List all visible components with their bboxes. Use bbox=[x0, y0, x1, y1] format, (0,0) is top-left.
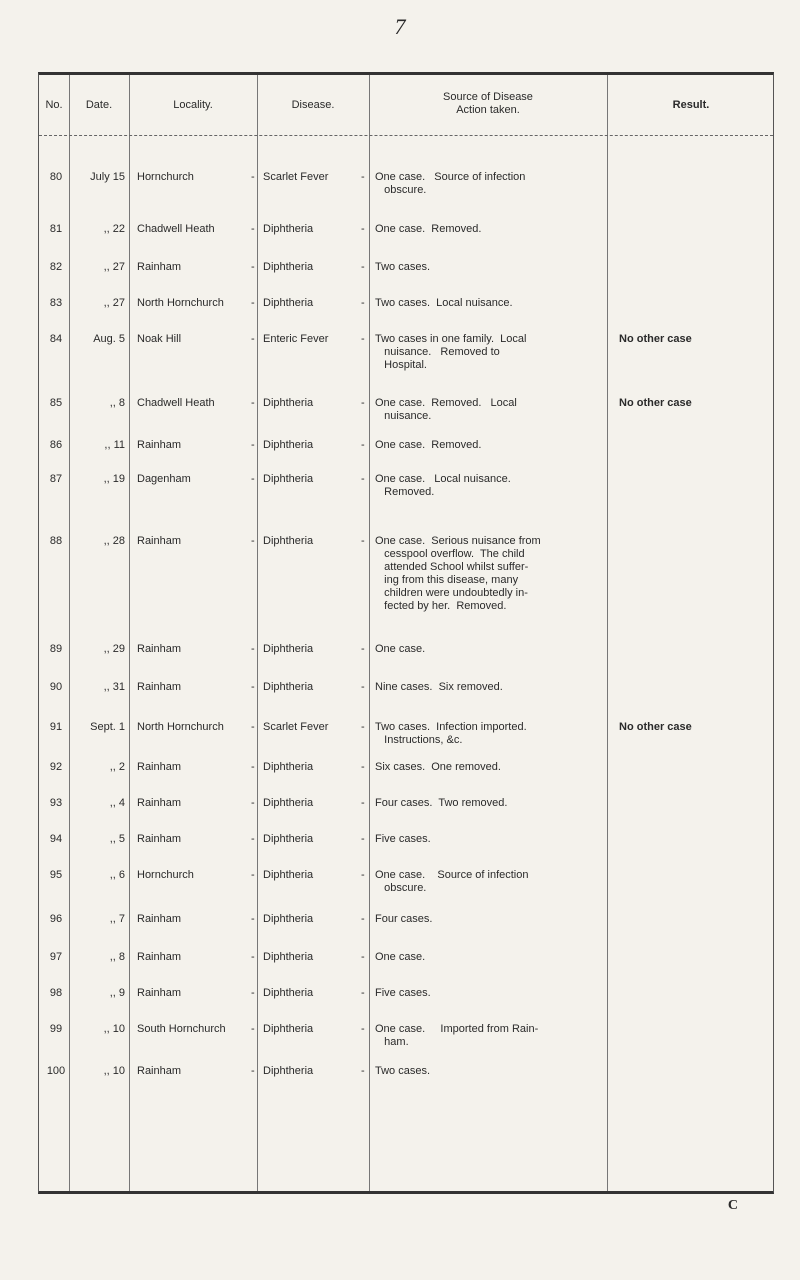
leader-dash: - bbox=[361, 797, 365, 809]
row-number: 93 bbox=[49, 797, 63, 809]
row-date: ,, 4 bbox=[109, 797, 125, 809]
row-disease: Diphtheria bbox=[263, 869, 314, 881]
row-locality: Rainham bbox=[137, 761, 182, 773]
row-disease: Diphtheria bbox=[263, 473, 314, 485]
row-locality: Rainham bbox=[137, 797, 182, 809]
row-locality: Rainham bbox=[137, 1065, 182, 1077]
row-number: 95 bbox=[49, 869, 63, 881]
leader-dash: - bbox=[251, 1065, 255, 1077]
row-number: 85 bbox=[49, 397, 63, 409]
row-source-action: Two cases. Infection imported. Instructions, &c. bbox=[375, 721, 527, 746]
row-disease: Enteric Fever bbox=[263, 333, 329, 345]
row-date: ,, 29 bbox=[103, 643, 125, 655]
leader-dash: - bbox=[361, 1065, 365, 1077]
row-disease: Diphtheria bbox=[263, 987, 314, 999]
row-number: 82 bbox=[49, 261, 63, 273]
row-date: ,, 27 bbox=[103, 297, 125, 309]
row-result: No other case bbox=[619, 397, 692, 409]
row-source-action: One case. Removed. Local nuisance. bbox=[375, 397, 517, 422]
row-disease: Diphtheria bbox=[263, 833, 314, 845]
row-locality: Rainham bbox=[137, 987, 182, 999]
row-disease: Diphtheria bbox=[263, 681, 314, 693]
leader-dash: - bbox=[361, 681, 365, 693]
row-source-action: Five cases. bbox=[375, 833, 431, 845]
row-disease: Diphtheria bbox=[263, 797, 314, 809]
row-source-action: One case. Serious nuisance from cesspool overflow. The child attended School whilst suffer- ing from this disease, many children were undoubtedly in- fected by her. Removed. bbox=[375, 535, 541, 612]
column-divider bbox=[69, 75, 70, 1191]
row-date: ,, 31 bbox=[103, 681, 125, 693]
row-disease: Diphtheria bbox=[263, 913, 314, 925]
row-source-action: Four cases. Two removed. bbox=[375, 797, 508, 809]
leader-dash: - bbox=[251, 721, 255, 733]
row-source-action: One case. Removed. bbox=[375, 439, 482, 451]
leader-dash: - bbox=[251, 987, 255, 999]
row-disease: Diphtheria bbox=[263, 761, 314, 773]
leader-dash: - bbox=[361, 397, 365, 409]
header-source bbox=[369, 91, 607, 117]
leader-dash: - bbox=[251, 261, 255, 273]
row-source-action: Nine cases. Six removed. bbox=[375, 681, 503, 693]
row-source-action: Four cases. bbox=[375, 913, 433, 925]
leader-dash: - bbox=[251, 297, 255, 309]
row-number: 84 bbox=[49, 333, 63, 345]
row-locality: Rainham bbox=[137, 681, 182, 693]
row-source-action: One case. Imported from Rain- ham. bbox=[375, 1023, 539, 1048]
leader-dash: - bbox=[251, 171, 255, 183]
row-date: ,, 8 bbox=[109, 951, 125, 963]
header-rule bbox=[39, 135, 773, 136]
row-locality: Hornchurch bbox=[137, 171, 194, 183]
row-date: ,, 19 bbox=[103, 473, 125, 485]
leader-dash: - bbox=[251, 223, 255, 235]
table-header bbox=[39, 75, 773, 131]
row-locality: Rainham bbox=[137, 261, 182, 273]
leader-dash: - bbox=[361, 297, 365, 309]
leader-dash: - bbox=[251, 439, 255, 451]
row-disease: Diphtheria bbox=[263, 223, 314, 235]
row-date: ,, 10 bbox=[103, 1023, 125, 1035]
row-source-action: Six cases. One removed. bbox=[375, 761, 501, 773]
leader-dash: - bbox=[361, 987, 365, 999]
row-number: 86 bbox=[49, 439, 63, 451]
row-locality: Rainham bbox=[137, 913, 182, 925]
leader-dash: - bbox=[251, 333, 255, 345]
leader-dash: - bbox=[361, 473, 365, 485]
row-disease: Diphtheria bbox=[263, 439, 314, 451]
row-locality: North Hornchurch bbox=[137, 297, 224, 309]
row-result: No other case bbox=[619, 721, 692, 733]
leader-dash: - bbox=[361, 913, 365, 925]
row-date: ,, 5 bbox=[109, 833, 125, 845]
row-disease: Scarlet Fever bbox=[263, 721, 329, 733]
row-locality: North Hornchurch bbox=[137, 721, 224, 733]
row-disease: Diphtheria bbox=[263, 297, 314, 309]
leader-dash: - bbox=[361, 261, 365, 273]
row-date: Aug. 5 bbox=[93, 333, 125, 345]
row-source-action: One case. Removed. bbox=[375, 223, 482, 235]
row-number: 100 bbox=[46, 1065, 66, 1077]
footer-signature-mark: C bbox=[727, 1198, 738, 1213]
row-disease: Diphtheria bbox=[263, 1023, 314, 1035]
row-locality: Noak Hill bbox=[137, 333, 182, 345]
row-source-action: Two cases. bbox=[375, 261, 431, 273]
row-locality: Rainham bbox=[137, 643, 182, 655]
leader-dash: - bbox=[251, 869, 255, 881]
leader-dash: - bbox=[361, 223, 365, 235]
row-number: 99 bbox=[49, 1023, 63, 1035]
row-locality: South Hornchurch bbox=[137, 1023, 226, 1035]
row-number: 83 bbox=[49, 297, 63, 309]
leader-dash: - bbox=[361, 721, 365, 733]
leader-dash: - bbox=[251, 761, 255, 773]
row-source-action: Five cases. bbox=[375, 987, 431, 999]
leader-dash: - bbox=[361, 951, 365, 963]
row-date: ,, 6 bbox=[109, 869, 125, 881]
row-source-action: Two cases in one family. Local nuisance. Removed to Hospital. bbox=[375, 333, 527, 371]
row-locality: Rainham bbox=[137, 833, 182, 845]
row-date: ,, 7 bbox=[109, 913, 125, 925]
row-date: ,, 10 bbox=[103, 1065, 125, 1077]
row-locality: Hornchurch bbox=[137, 869, 194, 881]
leader-dash: - bbox=[251, 643, 255, 655]
notification-table bbox=[38, 72, 774, 1194]
row-disease: Scarlet Fever bbox=[263, 171, 329, 183]
row-date: ,, 11 bbox=[104, 439, 125, 451]
row-number: 92 bbox=[49, 761, 63, 773]
row-date: ,, 9 bbox=[109, 987, 125, 999]
header-disease: Disease. bbox=[291, 99, 335, 111]
row-date: ,, 27 bbox=[103, 261, 125, 273]
row-locality: Rainham bbox=[137, 535, 182, 547]
row-source-action: One case. bbox=[375, 643, 426, 655]
row-number: 91 bbox=[49, 721, 63, 733]
row-number: 87 bbox=[49, 473, 63, 485]
row-number: 89 bbox=[49, 643, 63, 655]
leader-dash: - bbox=[361, 439, 365, 451]
row-number: 81 bbox=[49, 223, 63, 235]
header-no: No. bbox=[45, 99, 63, 111]
leader-dash: - bbox=[361, 833, 365, 845]
row-date: ,, 28 bbox=[103, 535, 125, 547]
leader-dash: - bbox=[251, 951, 255, 963]
header-source-line2: Action taken. bbox=[456, 104, 520, 116]
row-number: 94 bbox=[49, 833, 63, 845]
leader-dash: - bbox=[361, 643, 365, 655]
header-locality: Locality. bbox=[173, 99, 213, 111]
column-divider bbox=[129, 75, 130, 1191]
row-number: 88 bbox=[49, 535, 63, 547]
column-divider bbox=[607, 75, 608, 1191]
row-disease: Diphtheria bbox=[263, 261, 314, 273]
leader-dash: - bbox=[251, 473, 255, 485]
row-disease: Diphtheria bbox=[263, 397, 314, 409]
leader-dash: - bbox=[251, 833, 255, 845]
row-disease: Diphtheria bbox=[263, 535, 314, 547]
header-date: Date. bbox=[85, 99, 113, 111]
leader-dash: - bbox=[361, 333, 365, 345]
row-source-action: One case. Source of infection obscure. bbox=[375, 171, 526, 196]
row-number: 90 bbox=[49, 681, 63, 693]
leader-dash: - bbox=[361, 761, 365, 773]
leader-dash: - bbox=[361, 535, 365, 547]
row-source-action: One case. Local nuisance. Removed. bbox=[375, 473, 511, 498]
row-locality: Chadwell Heath bbox=[137, 397, 215, 409]
row-date: ,, 22 bbox=[103, 223, 125, 235]
row-source-action: Two cases. Local nuisance. bbox=[375, 297, 513, 309]
row-locality: Rainham bbox=[137, 951, 182, 963]
row-disease: Diphtheria bbox=[263, 643, 314, 655]
row-source-action: One case. bbox=[375, 951, 426, 963]
row-date: ,, 2 bbox=[109, 761, 125, 773]
leader-dash: - bbox=[251, 535, 255, 547]
leader-dash: - bbox=[251, 397, 255, 409]
row-disease: Diphtheria bbox=[263, 1065, 314, 1077]
leader-dash: - bbox=[361, 869, 365, 881]
row-number: 97 bbox=[49, 951, 63, 963]
row-locality: Rainham bbox=[137, 439, 182, 451]
row-number: 98 bbox=[49, 987, 63, 999]
row-locality: Chadwell Heath bbox=[137, 223, 215, 235]
leader-dash: - bbox=[251, 681, 255, 693]
leader-dash: - bbox=[361, 1023, 365, 1035]
page-number: 7 bbox=[394, 14, 406, 39]
leader-dash: - bbox=[251, 1023, 255, 1035]
leader-dash: - bbox=[361, 171, 365, 183]
row-source-action: Two cases. bbox=[375, 1065, 431, 1077]
leader-dash: - bbox=[251, 913, 255, 925]
leader-dash: - bbox=[251, 797, 255, 809]
row-number: 80 bbox=[49, 171, 63, 183]
header-source-line1: Source of Disease bbox=[443, 91, 533, 103]
row-date: Sept. 1 bbox=[90, 721, 125, 733]
row-date: ,, 8 bbox=[109, 397, 125, 409]
row-date: July 15 bbox=[90, 171, 125, 183]
row-result: No other case bbox=[619, 333, 692, 345]
row-disease: Diphtheria bbox=[263, 951, 314, 963]
row-source-action: One case. Source of infection obscure. bbox=[375, 869, 529, 894]
row-locality: Dagenham bbox=[137, 473, 191, 485]
header-result: Result. bbox=[672, 99, 710, 111]
column-divider bbox=[257, 75, 258, 1191]
row-number: 96 bbox=[49, 913, 63, 925]
